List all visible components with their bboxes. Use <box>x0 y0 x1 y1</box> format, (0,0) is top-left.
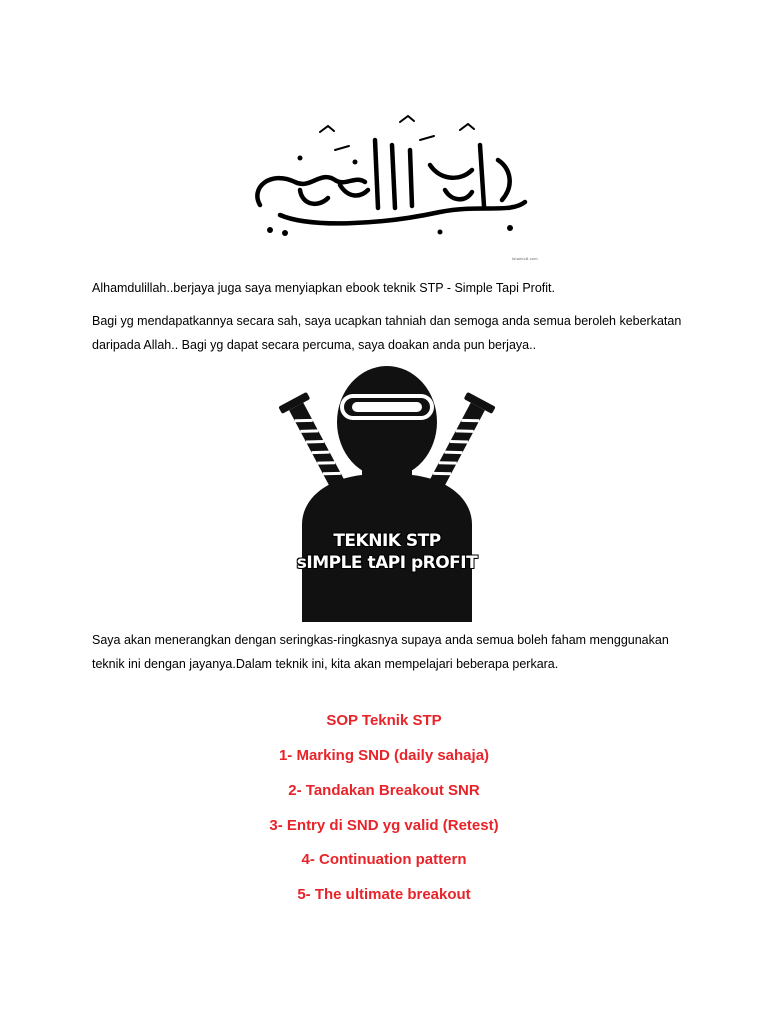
body-paragraph: Saya akan menerangkan dengan seringkas-ringkasnya supaya anda semua boleh faham menggunakan teknik ini dengan jayanya.Dalam teknik ini, kita akan mempelajari beberapa perkara. <box>92 633 669 671</box>
intro-line-2: Bagi yg mendapatkannya secara sah, saya ucapkan tahniah dan semoga anda semua beroleh keberkatan daripada Allah.. Bagi yg dapat secara percuma, saya doakan anda pun berjaya.. <box>92 314 682 352</box>
ninja-logo-text <box>262 530 512 574</box>
bismillah-calligraphy <box>240 110 535 250</box>
calligraphy-watermark: Islamic8.com <box>512 256 538 261</box>
logo-text-line-2: sIMPLE tAPI pROFIT <box>296 553 478 573</box>
sop-title: SOP Teknik STP <box>326 712 442 729</box>
sop-item: 5- The ultimate breakout <box>297 886 471 903</box>
sop-item: 4- Continuation pattern <box>301 851 467 868</box>
sop-item: 2- Tandakan Breakout SNR <box>288 782 480 799</box>
ninja-logo <box>262 360 512 622</box>
sop-item: 1- Marking SND (daily sahaja) <box>278 747 490 764</box>
intro-line-1: Alhamdulillah..berjaya juga saya menyiapkan ebook teknik STP - Simple Tapi Profit. <box>92 281 555 295</box>
logo-text-line-1: TEKNIK STP <box>333 531 441 551</box>
sop-item: 3- Entry di SND yg valid (Retest) <box>269 817 499 834</box>
